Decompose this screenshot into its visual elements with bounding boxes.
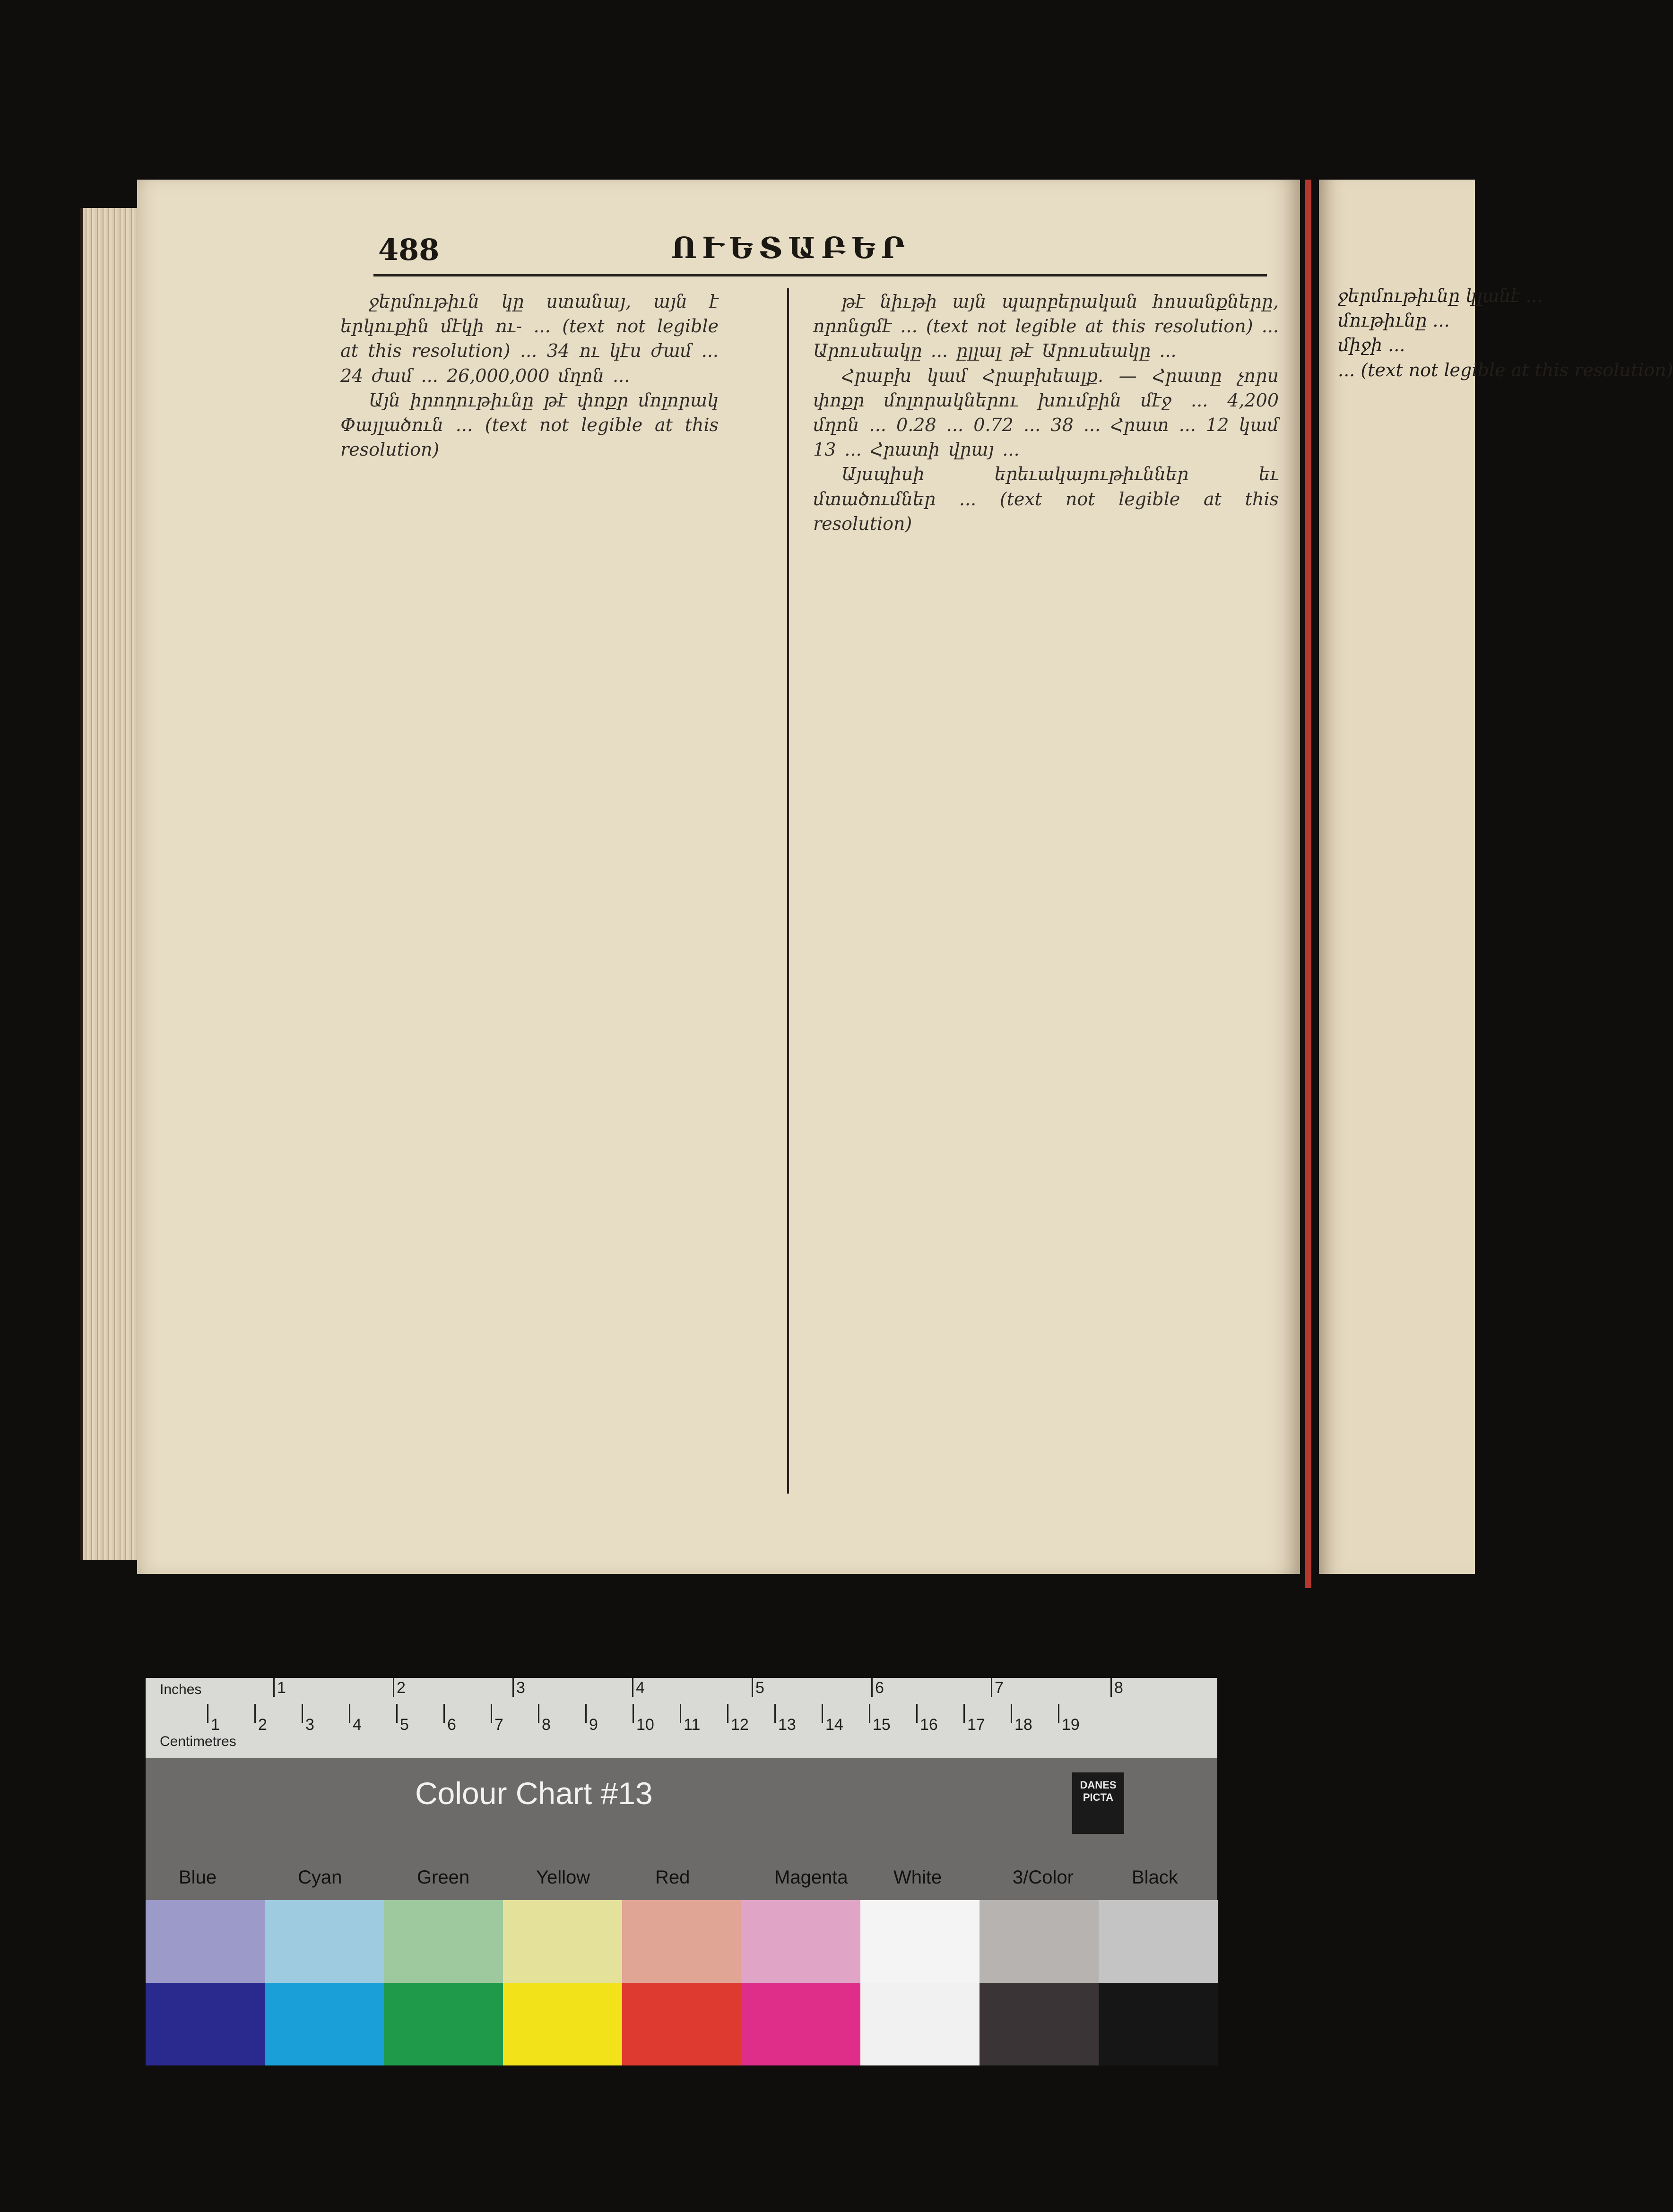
inch-tick-label: 5 [755,1679,764,1697]
cm-tick-label: 15 [873,1716,891,1734]
light-colour-patch [265,1900,384,1983]
cm-tick [774,1704,776,1723]
dark-colour-patch [860,1983,980,2065]
cm-tick-label: 14 [825,1716,843,1734]
right-text-column [813,289,1279,536]
patch-label: Red [655,1867,690,1888]
inch-tick-label: 6 [875,1679,884,1697]
cm-tick-label: 6 [447,1716,456,1734]
cm-tick-label: 18 [1014,1716,1032,1734]
cm-tick-label: 19 [1062,1716,1080,1734]
text-line: մութիւնը ... [1338,310,1450,331]
inch-tick-label: 1 [277,1679,286,1697]
cm-tick [822,1704,823,1723]
patch-label: White [893,1867,942,1888]
light-colour-patch [860,1900,980,1983]
dark-colour-patch [741,1983,860,2065]
light-colour-patch [503,1900,622,1983]
dark-colour-patch [146,1983,265,2065]
facing-page-text [1338,284,1673,382]
cm-tick-label: 10 [636,1716,654,1734]
chart-title: Colour Chart #13 [415,1776,653,1811]
header-rule [373,274,1267,276]
inch-tick [991,1678,992,1697]
facing-page [1319,180,1673,1574]
dark-colour-patch [265,1983,384,2065]
inch-tick [273,1678,275,1697]
patch-label: Green [417,1867,470,1888]
cm-tick-label: 13 [778,1716,796,1734]
inch-tick-label: 4 [636,1679,645,1697]
light-colour-patch [1099,1900,1218,1983]
text-line: ... (text not legible at this resolution) [1338,359,1673,380]
cm-tick-label: 1 [211,1716,220,1734]
paragraph: Այսպիսի երեւակայութիւններ եւ մտածումներ ... (text not legible at this resolution) [813,464,1279,534]
cm-tick [396,1704,398,1723]
light-colour-patch [741,1900,860,1983]
centimetres-label: Centimetres [160,1734,236,1749]
cm-tick [207,1704,208,1723]
cm-tick [585,1704,587,1723]
ruler [146,1678,1217,1758]
left-text-column [340,289,719,462]
paragraph: Այն իրողութիւնը թէ փոքր մոլորակ Փայլածուն ... (text not legible at this resolution) [340,389,719,460]
cm-tick-label: 4 [353,1716,362,1734]
inch-tick [393,1678,394,1697]
column-divider [787,288,789,1494]
dark-colour-patch [384,1983,503,2065]
cm-tick [727,1704,728,1723]
cm-tick [680,1704,681,1723]
inch-tick [871,1678,873,1697]
paragraph: ջերմութիւն կը ստանայ, այն է երկուքին մէկի ու‑ ... (text not legible at this resolution) ... 34 ու կէս ժամ ... 24 ժամ ... 26,000,000 մղոն ... [340,291,719,386]
text-line: միջի ... [1338,335,1405,356]
light-colour-patch [622,1900,741,1983]
cm-tick-label: 7 [494,1716,503,1734]
patch-label: 3/Color [1013,1867,1074,1888]
cm-tick [538,1704,539,1723]
cm-tick [1058,1704,1059,1723]
cm-tick [254,1704,256,1723]
cm-tick-label: 2 [258,1716,267,1734]
patch-label: Cyan [298,1867,342,1888]
cm-tick-label: 9 [589,1716,598,1734]
cm-tick [916,1704,918,1723]
patch-label: Magenta [774,1867,848,1888]
inch-tick-label: 3 [516,1679,525,1697]
dark-colour-patch [1099,1983,1218,2065]
paragraph: թէ նիւթի այն պարբերական հոսանքները, որոնցմէ ... (text not legible at this resolution) ... Արուսեակը ... ըլլալ թէ Արուսեակը ... [813,291,1279,362]
running-head: ՈՒԵՏԱԲԵՐ [671,231,911,265]
inch-tick-label: 8 [1114,1679,1123,1697]
colour-chart [146,1678,1217,2037]
inch-tick-label: 2 [397,1679,406,1697]
cm-tick-label: 12 [731,1716,749,1734]
cm-tick [302,1704,303,1723]
cm-tick [963,1704,965,1723]
light-colour-patch [384,1900,503,1983]
patch-label: Blue [179,1867,217,1888]
open-book [80,180,1673,1588]
inch-tick [1110,1678,1112,1697]
cm-tick-label: 11 [684,1716,701,1734]
cm-tick-label: 8 [542,1716,551,1734]
cm-tick [869,1704,870,1723]
inch-tick [632,1678,633,1697]
patch-label: Yellow [536,1867,590,1888]
cm-tick [1011,1704,1012,1723]
spine-gutter [1305,180,1311,1588]
light-colour-patch [146,1900,265,1983]
cm-tick [633,1704,634,1723]
inch-tick [512,1678,514,1697]
patch-label: Black [1132,1867,1178,1888]
light-colour-patch [980,1900,1099,1983]
paragraph: Հրաբխ կամ Հրաբխեալք. — Հրատը չորս փոքր մոլորակներու խումբին մէջ ... 4,200 մղոն ... 0.28 ... 0.72 ... 38 ... Հրատ ... 12 կամ 13 ... Հրատի վրայ ... [813,365,1279,460]
cm-tick-label: 16 [920,1716,938,1734]
text-line: ջերմութիւնը կլանէ ... [1338,285,1543,306]
inches-label: Inches [160,1682,202,1697]
left-page [137,180,1300,1574]
cm-tick-label: 3 [305,1716,314,1734]
dark-colour-patch [980,1983,1099,2065]
inch-tick-label: 7 [995,1679,1004,1697]
cm-tick-label: 17 [967,1716,985,1734]
page-number: 488 [378,233,440,267]
cm-tick-label: 5 [400,1716,409,1734]
danes-picta-logo: DANES PICTA [1072,1772,1124,1834]
cm-tick [443,1704,445,1723]
dark-colour-patch [503,1983,622,2065]
cm-tick [491,1704,492,1723]
dark-colour-patch [622,1983,741,2065]
inch-tick [752,1678,753,1697]
cm-tick [349,1704,350,1723]
